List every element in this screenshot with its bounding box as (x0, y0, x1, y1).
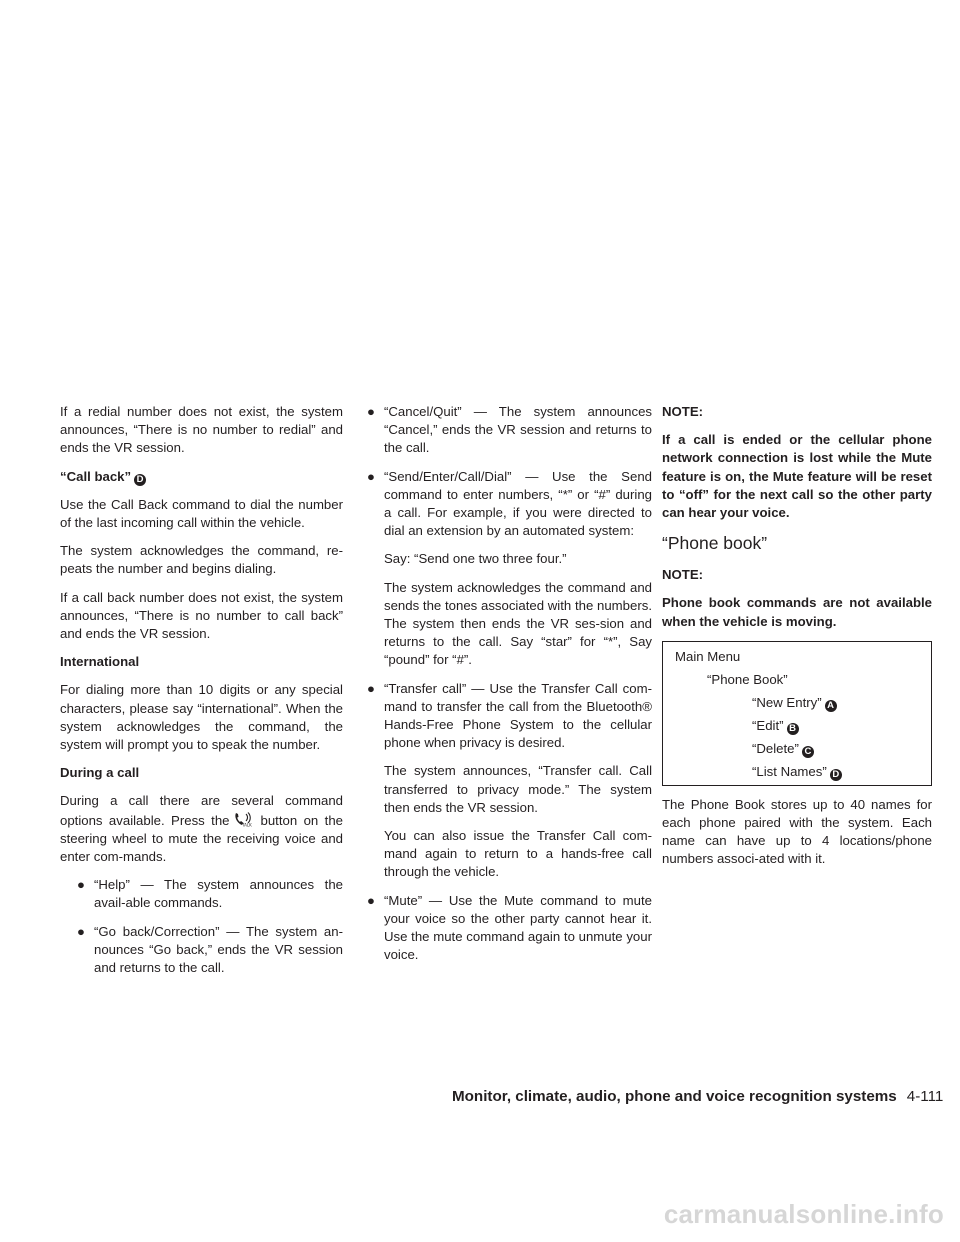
no-callback-paragraph: If a call back number does not exist, the system announces, “There is no number to call back” and ends the VR session. (60, 589, 343, 642)
note-text: Phone book commands are not available when the vehicle is moving. (662, 595, 932, 629)
phone-voice-button-icon (233, 811, 255, 827)
call-back-paragraph: Use the Call Back command to dial the number of the last incoming call within the vehicle. (60, 496, 343, 531)
menu-tree-box (662, 641, 932, 786)
bullet-icon: ● (77, 923, 85, 939)
watermark: carmanualsonline.info (663, 1199, 944, 1229)
call-back-heading: “Call back” D (60, 468, 343, 486)
redial-paragraph: If a redial number does not exist, the system announces, “There is no number to redial” and ends the VR session. (60, 404, 343, 456)
list-item: ● “Go back/Correction” — The system an-nounces “Go back,” ends the VR session and returns to the call. (77, 923, 343, 976)
list-item: ● “Send/Enter/Call/Dial” — Use the Send command to enter numbers, “*” or “#” during a call. For example, if you were directed to dial an extension by an automated system: Say: “Send one two three four.” The system acknowledges the command and sends the tones associated with the numbers. The system then ends the VR ses-sion and returns to the call. Say “star” for “*”, Say “pound” for “#”. (367, 468, 652, 668)
international-paragraph: For dialing more than 10 digits or any special characters, please say “international”. When the system acknowledges the command, the system will prompt you to speak the number. (60, 682, 343, 753)
bullet-icon: ● (367, 892, 375, 908)
note-label: NOTE: (662, 567, 704, 583)
footer-section-title: Monitor, climate, audio, phone and voice recognition systems (452, 1088, 897, 1105)
menu-item-edit: “Edit” B (675, 714, 931, 737)
note-text: If a call is ended or the cellular phone network connection is lost while the Mute feature is on, the Mute feature will be reset to “off” for the next call so the other party can hear your voice. (662, 432, 932, 521)
page-number: 4-111 (906, 1088, 944, 1105)
bullet-icon: ● (367, 468, 375, 484)
callout-badge-a: A (825, 700, 837, 712)
note-label: NOTE: (662, 404, 704, 419)
bullet-icon: ● (367, 404, 375, 419)
middle-column (367, 403, 652, 974)
callout-badge-b: B (787, 723, 799, 735)
menu-item-delete: “Delete” C (675, 737, 931, 760)
left-column (60, 403, 343, 987)
menu-level1: “Phone Book” (707, 671, 788, 687)
callout-badge-d: D (830, 769, 842, 781)
international-heading: International (60, 654, 140, 670)
list-item: ● “Cancel/Quit” — The system announces “Cancel,” ends the VR session and returns to the call. (367, 404, 652, 456)
list-item: ● “Help” — The system announces the avail-able commands. (77, 877, 343, 911)
during-call-heading: During a call (60, 765, 140, 781)
callout-badge-c: C (802, 746, 814, 758)
list-item: ● “Mute” — Use the Mute command to mute your voice so the other party cannot hear it. Use the mute command again to unmute your voice. (367, 892, 652, 963)
page-footer (452, 1087, 944, 1107)
svg-text:TALK: TALK (241, 822, 252, 827)
section-title: “Phone book” (662, 533, 768, 554)
menu-root: Main Menu (675, 648, 741, 664)
phone-book-paragraph: The Phone Book stores up to 40 names for each phone paired with the system. Each name can have up to 4 locations/phone numbers associ-ated with it. (662, 796, 932, 867)
say-example: Say: “Send one two three four.” (384, 551, 567, 567)
acknowledge-paragraph: The system acknowledges the command, re-peats the number and begins dialing. (60, 543, 343, 577)
during-call-paragraph: During a call there are several command options available. Press the TALK button on the steering wheel to mute the receiving voice and enter com-mands. (60, 793, 343, 865)
callout-badge-d: D (134, 474, 146, 486)
bullet-icon: ● (367, 680, 375, 696)
menu-item-list-names: “List Names” D (675, 760, 931, 783)
right-column (662, 403, 932, 879)
list-item: ● “Transfer call” — Use the Transfer Call com-mand to transfer the call from the Bluetooth® Hands-Free Phone System to the cellular phone when privacy is desired. The system announces, “Transfer call. Call transferred to privacy mode.” The system then ends the VR session. You can also issue the Transfer Call com-mand again to return to a hands-free call through the vehicle. (367, 680, 652, 880)
menu-item-new-entry: “New Entry” A (675, 691, 931, 714)
during-call-bullets (60, 876, 343, 977)
bullet-icon: ● (77, 877, 85, 893)
